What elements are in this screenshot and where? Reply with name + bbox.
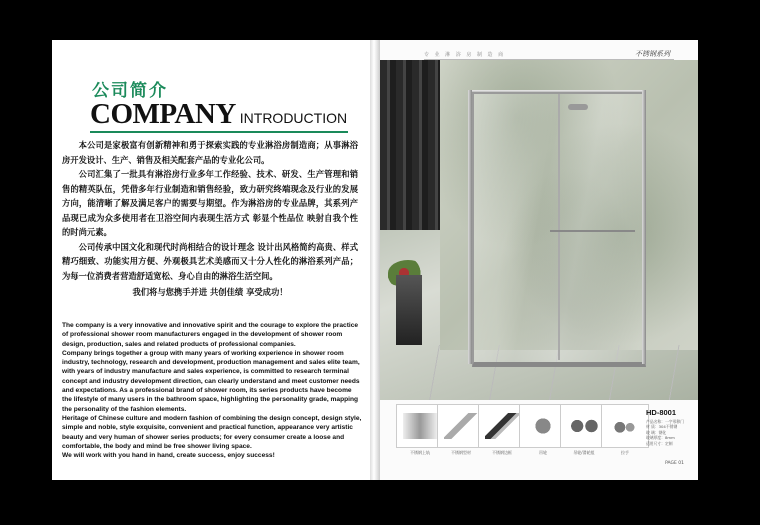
- en-paragraph: Heritage of Chinese culture and modern fashion of combining the design concept, design style, simple and noble, style exquisite, convenient and practical function, appearance very artistic beauty and very human of shower series products; for every consumer create a loose and comfortable, the body and mind be free shower living space.: [62, 414, 362, 450]
- shower-room-photo: [380, 60, 698, 400]
- book-spine: [370, 40, 380, 480]
- chinese-body-text: [62, 138, 358, 300]
- cn-paragraph: 公司汇集了一批具有淋浴房行业多年工作经验、技术、研发、生产管理和销售的精英队伍，凭借多年行业制造和销售经验，致力研究终端现念及行业的发展方向，能清晰了解及满足客户的需要与期望。作为淋浴房的专业品牌，其系列产品现已成为众多使用者在卫浴空间内表现生活方式 彰显个性品位 映射自我个性的时尚元素。: [62, 169, 358, 237]
- title-en-introduction: INTRODUCTION: [239, 110, 348, 126]
- title-en: [90, 98, 347, 131]
- cn-thanks-line: 我们将与您携手并进 共创佳绩 享受成功！: [132, 287, 288, 297]
- thumbnail-label: 吊轮/滑轮组: [573, 450, 595, 455]
- door-post-right: [642, 90, 646, 364]
- curtain: [380, 60, 440, 230]
- shower-head: [568, 104, 588, 110]
- spec-line: 材 质：304不锈钢: [646, 424, 678, 430]
- thumbnail-label: 不锈钢型材: [451, 450, 471, 455]
- profile-icon: [444, 413, 478, 439]
- en-paragraph: Company brings together a group with many years of working experience in shower room industry, technology, research and development, production management and sales elite team, with years of industry manufacture and sales experience, is committed to research terminal concept and industry development direction, can clearly understand and meet customer needs and expectations. As a professional brand of shower room, its series products have become the lifestyle of many users in the bathroom space, highlighting the personality grade, mapping the personality of the fashion elements.: [62, 349, 360, 413]
- english-body-text: [62, 321, 362, 460]
- title-en-company: COMPANY: [90, 98, 236, 130]
- frame-icon: [485, 413, 519, 439]
- thumbnail-label: 不锈钢边框: [492, 450, 512, 455]
- thumbnail-label: 拉手: [621, 450, 629, 455]
- plant-stand: [396, 275, 422, 345]
- door-panel-seam: [558, 94, 560, 360]
- en-paragraph: The company is a very innovative and innovative spirit and the courage to explore the practice of professional shower room manufacturers engaged in the development of shower room design, production, sales and related products of professional companies.: [62, 322, 359, 348]
- title-divider: [90, 131, 348, 133]
- thumbnail-label: 不锈钢上轨: [410, 450, 430, 455]
- rail-icon: [403, 413, 437, 439]
- spec-list: [646, 419, 684, 446]
- cn-paragraph: 本公司是家极富有创新精神和勇于探索实践的专业淋浴房制造商；从事淋浴房开发设计、生产、销售及相关配套产品的专业化公司。: [62, 140, 358, 165]
- roller-icon: [526, 413, 560, 439]
- model-number: HD-8001: [646, 408, 677, 417]
- page-header: 专 业 淋 浴 房 制 造 商: [424, 52, 506, 58]
- spec-line: 玻 璃：钢化: [646, 429, 667, 435]
- spec-line: 适用尺寸：定制: [646, 440, 673, 446]
- spec-line: 产品名称：一字形移门: [646, 419, 684, 424]
- door-handle-bar: [550, 230, 635, 232]
- title-cn: 公司简介: [92, 81, 168, 101]
- series-brand: 不锈钢系列: [635, 50, 670, 58]
- spec-line: 玻璃厚度：8mm: [646, 435, 675, 441]
- pulley-icon: [567, 413, 601, 439]
- right-page: [380, 40, 698, 480]
- door-post-left: [468, 90, 472, 364]
- page-number: PAGE 01: [665, 461, 684, 466]
- handle-icon: [608, 413, 642, 439]
- cn-paragraph: 公司传承中国文化和现代时尚相结合的设计理念 设计出风格简约高贵、样式精巧细致、功能实用方便、外观极具艺术美感而又十分人性化的淋浴系列产品；为每一位消费者营造舒适宽松、身心自由的淋浴生活空间。: [62, 241, 358, 281]
- left-page: [52, 40, 370, 480]
- en-paragraph: We will work with you hand in hand, create success, enjoy success!: [62, 452, 275, 460]
- thumbnail-label: 吊轮: [539, 450, 547, 455]
- thumbnail-item: [601, 404, 649, 455]
